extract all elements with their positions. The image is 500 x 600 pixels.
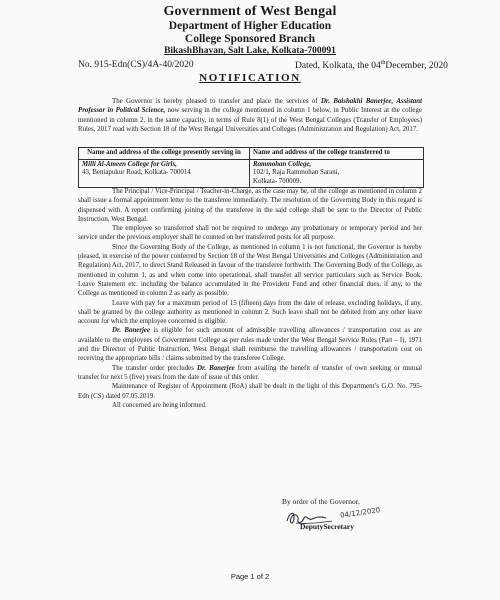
p1-name: Dr. Baishakhi Banerjee, Assistant Professor in Political Science, (78, 98, 422, 115)
p1-text-a: The Governor is hereby pleased to transfer and place the services of (112, 98, 321, 105)
p7-text-b: from availing the benefit of transfer of own seeking or mutual transfer for next 5 (five) years from the date of issue of this order. (78, 364, 422, 381)
signature-date: 04/12/2020 (339, 506, 381, 520)
by-order-line: By order of the Governor, (282, 497, 360, 506)
page-number: Page 1 of 2 (230, 572, 270, 581)
paragraph-4: Since the Governing Body of the College, as mentioned in column 1 is not functional, the Governor is hereby pleased, in exercise of the power conferred by Section 18 of the West Bengal Universities and Colleges (Administration and Regulation) Act, 2017, to direct Stand Released in favour of the transferee forthwith. The Governing Body of the College, as mentioned in column 1, as and when come into operational, shall transfer all service particulars such as Service Book, Leave Statement etc. including the balance accumulated in the Provident Fund and other financial dues, if any, to the College as mentioned in column 2 as early as possible. (78, 243, 422, 298)
col1-cell (79, 159, 250, 188)
p1-text-b: now serving in the college mentioned in column 1 below, in Public Interest at the college mentioned in column 2, in the same capacity, in terms of Rule 8(1) of the West Bengal Colleges (Transfer of Employees) Rules, 2017 read with Section 18 of the West Bengal Universities and Colleges (Administration and Regulation) Act, 2017. (78, 107, 422, 133)
paragraph-9: All concerned are being informed. (112, 401, 207, 409)
col2-cell (250, 159, 424, 188)
paragraph-3: The employee so transferred shall not be required to undergo any probationary or temporary period and her service under the previous employer shall be counted on her transferred posts for all purpose. (78, 225, 422, 242)
memo-date-prefix: Dated, Kolkata, the 04 (295, 61, 381, 72)
p6-text: is eligible for such amount of admissible travelling allowances / transportation cost as are available to the employees of Government College as per rules made under the West Bengal Service Rules (Part – I), 1971 and the Director of Public Instruction, West Bengal shall reimburse the travelling allowances / transportation cost on receiving the appropriate bills / claims submitted by the transferee College. (78, 327, 422, 363)
designation: DeputySecretary (300, 522, 355, 531)
header-address: BikashBhavan, Salt Lake, Kolkata-700091 (164, 46, 336, 56)
notification-title: NOTIFICATION (199, 72, 301, 84)
memo-number: No. 915-Edn(CS)/4A-40/2020 (78, 60, 194, 70)
paragraph-7 (78, 364, 422, 383)
paragraph-1 (78, 97, 422, 134)
header-branch: College Sponsored Branch (184, 33, 316, 45)
paragraph-6 (78, 326, 422, 363)
memo-date-sup: th (380, 60, 386, 66)
paragraph-8: Maintenance of Register of Appointment (RoA) shall be dealt in the light of this Department’s G.O. No. 795-Edn (CS) dated 07.05.2019. (78, 383, 422, 400)
col2-college-name: Rammohan College, (253, 160, 312, 168)
transfer-table (78, 147, 424, 188)
header-department: Department of Higher Education (168, 20, 332, 32)
col2-college-address-2: Kolkata- 700009. (253, 177, 302, 185)
body-continuation (78, 187, 422, 410)
col2-college-address-1: 102/1, Raja Rammohan Sarani, (253, 169, 340, 177)
col1-college-name: Milli Al-Ameen College for Girls, (82, 160, 177, 168)
header-government: Government of West Bengal (163, 4, 337, 19)
p7-text-a: The transfer order precludes (112, 364, 197, 372)
table-row (79, 159, 424, 188)
p6-name: Dr. Banerjee (112, 327, 151, 335)
paragraph-5: Leave with pay for a maximum period of 15 (fifteen) days from the date of release, excluding holidays, if any, shall be granted by the college authority as mentioned in column 2. Such leave shall not be debited from any other leave account for which the employee concerned is eligible. (78, 299, 422, 326)
col1-college-address: 43, Beniapukur Road, Kolkata- 700014 (82, 169, 191, 177)
memo-date (295, 60, 448, 71)
p7-name: Dr. Banerjee (197, 364, 235, 372)
paragraph-2: The Principal / Vice-Principal / Teacher-in-Charge, as the case may be, of the college as mentioned in column 2 shall issue a formal appointment letter to the transferee immediately. The resolution of the Governing Body in this regard is dispensed with. A report confirming joining of the transferee in the said college shall be sent to the Director of Public Instruction, West Bengal. (78, 188, 422, 223)
col1-header: Name and address of the college presently serving in (79, 148, 250, 160)
memo-date-suffix: December, 2020 (385, 61, 448, 72)
table-header-row (79, 148, 424, 160)
col2-header: Name and address of the college transferred to (250, 148, 424, 160)
